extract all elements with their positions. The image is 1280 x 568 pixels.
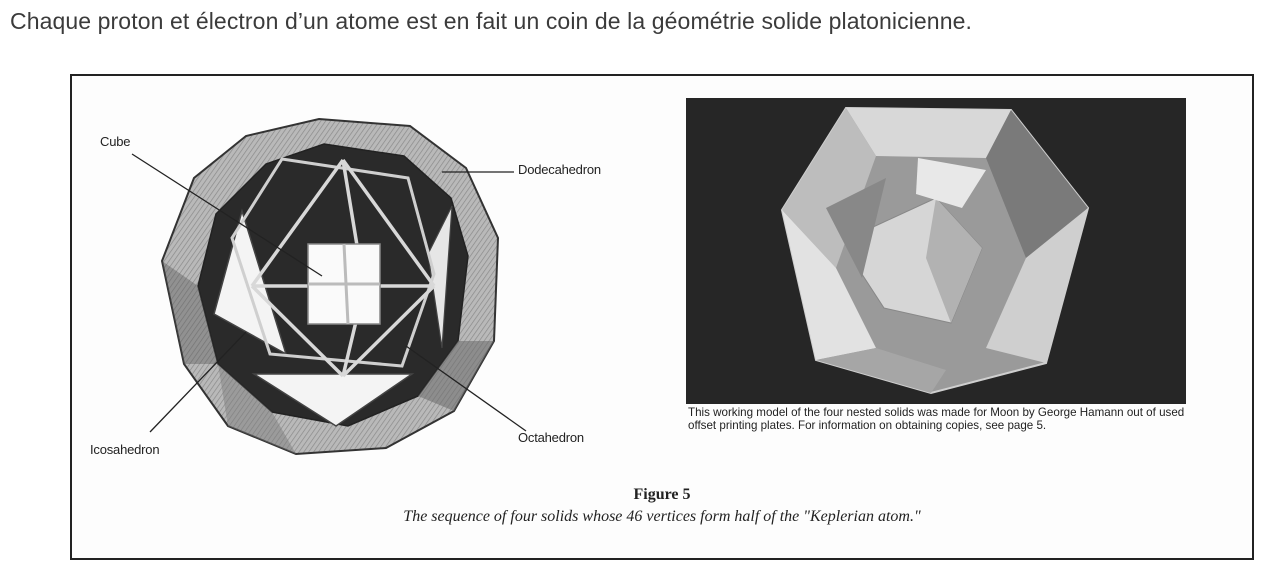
nested-solids-illustration [86,86,646,486]
cube-label: Cube [100,134,131,149]
figure-description: The sequence of four solids whose 46 vertices form half of the "Keplerian atom." [403,508,921,525]
photo-caption: This working model of the four nested solids was made for Moon by George Hamann out of used offset printing plates. For information on obtaining copies, see page 5. [688,406,1185,432]
nested-solids-diagram [86,86,646,486]
model-photo [686,98,1186,404]
figure-number: Figure 5 [633,486,691,503]
dodecahedron-label: Dodecahedron [518,162,601,177]
octahedron-label: Octahedron [518,430,584,445]
intro-text: Chaque proton et électron d’un atome est en fait un coin de la géométrie solide platonicienne. [10,8,972,34]
icosahedron-label: Icosahedron [90,442,160,457]
figure-5 [70,74,1254,560]
